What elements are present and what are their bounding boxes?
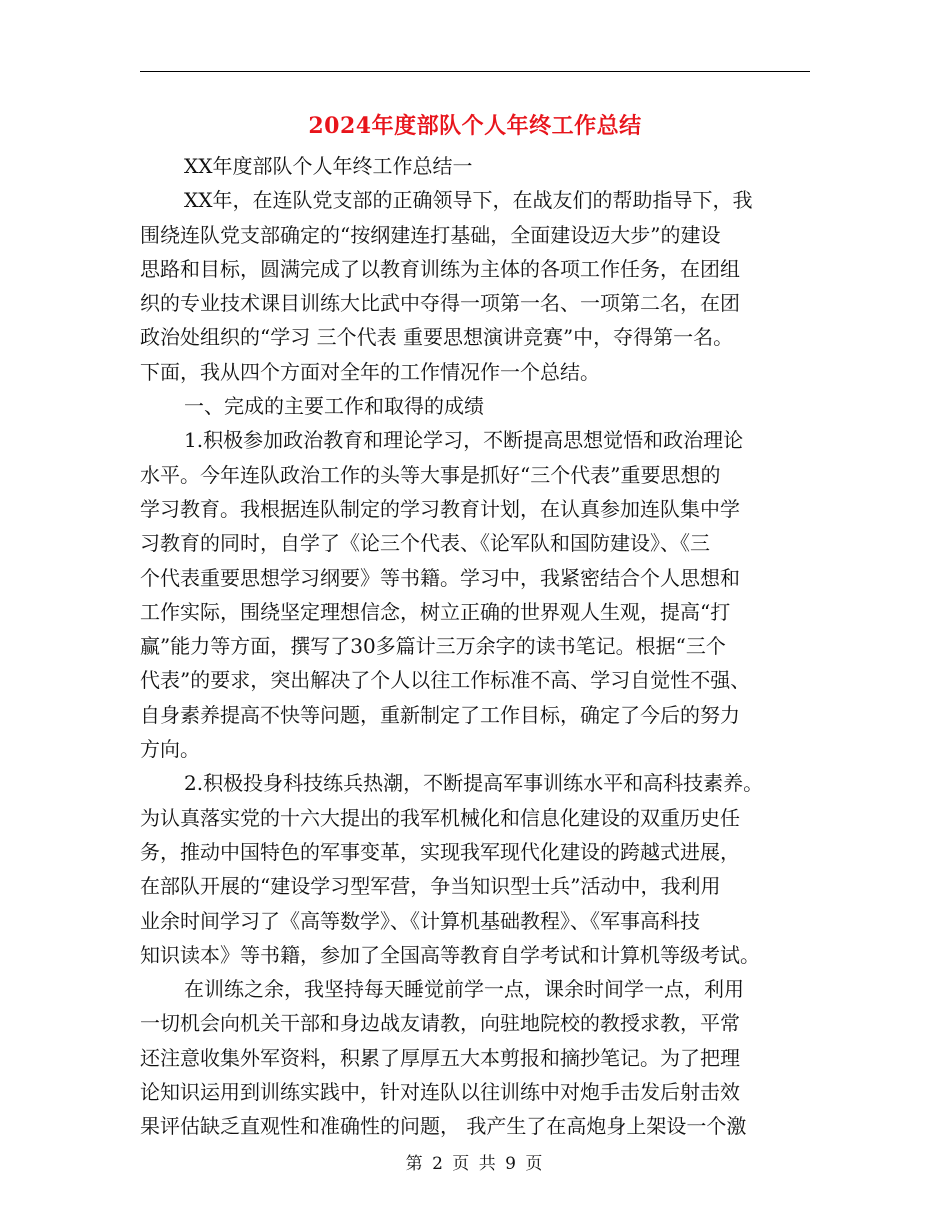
body-line: 下面，我从四个方面对全年的工作情况作一个总结。 <box>140 359 600 384</box>
body-line: 方向。 <box>140 737 200 762</box>
body-line: 为认真落实党的十六大提出的我军机械化和信息化建设的双重历史任 <box>140 805 740 830</box>
body-line: 政治处组织的“学习 三个代表 重要思想演讲竞赛”中，夺得第一名。 <box>140 325 734 350</box>
body-line: XX年，在连队党支部的正确领导下，在战友们的帮助指导下，我 <box>184 188 753 213</box>
body-line: 学习教育。我根据连队制定的学习教育计划，在认真参加连队集中学 <box>140 496 740 521</box>
body-line: 围绕连队党支部确定的“按纲建连打基础，全面建设迈大步”的建设 <box>140 222 721 247</box>
body-line: 个代表重要思想学习纲要》等书籍。学习中，我紧密结合个人思想和 <box>140 565 740 590</box>
body-line: 一切机会向机关干部和身边战友请教，向驻地院校的教授求教，平常 <box>140 1011 740 1036</box>
body-line: 务，推动中国特色的军事变革，实现我军现代化建设的跨越式进展， <box>140 839 740 864</box>
body-line: 自身素养提高不快等问题，重新制定了工作目标，确定了今后的努力 <box>140 702 740 727</box>
document-title: 2024年度部队个人年终工作总结 <box>308 113 642 139</box>
body-line: 赢”能力等方面，撰写了30多篇计三万余字的读书笔记。根据“三个 <box>140 634 726 659</box>
body-line: 业余时间学习了《高等数学》、《计算机基础教程》、《军事高科技 <box>140 908 700 933</box>
body-line: 在训练之余，我坚持每天睡觉前学一点，课余时间学一点，利用 <box>184 977 744 1002</box>
body-line: 思路和目标，圆满完成了以教育训练为主体的各项工作任务，在团组 <box>140 256 740 281</box>
body-line: 知识读本》等书籍，参加了全国高等教育自学考试和计算机等级考试。 <box>140 942 760 967</box>
body-line: 工作实际，围绕坚定理想信念，树立正确的世界观人生观，提高“打 <box>140 599 731 624</box>
body-line: 织的专业技术课目训练大比武中夺得一项第一名、一项第二名，在团 <box>140 291 740 316</box>
body-line: 论知识运用到训练实践中，针对连队以往训练中对炮手击发后射击效 <box>140 1080 740 1105</box>
body-line: 代表”的要求，突出解决了个人以往工作标准不高、学习自觉性不强、 <box>140 668 751 693</box>
body-line: 1.积极参加政治教育和理论学习，不断提高思想觉悟和政治理论 <box>184 428 744 453</box>
body-line: 习教育的同时，自学了《论三个代表、《论军队和国防建设》、《三 <box>140 531 710 556</box>
body-line: 一、完成的主要工作和取得的成绩 <box>184 394 484 419</box>
body-line: 还注意收集外军资料，积累了厚厚五大本剪报和摘抄笔记。为了把理 <box>140 1045 740 1070</box>
body-line: 水平。今年连队政治工作的头等大事是抓好“三个代表”重要思想的 <box>140 462 721 487</box>
document-body <box>140 149 810 1144</box>
body-line: 在部队开展的“建设学习型军营，争当知识型士兵”活动中，我利用 <box>140 874 721 899</box>
body-line: XX年度部队个人年终工作总结一 <box>184 154 473 178</box>
body-line: 2.积极投身科技练兵热潮，不断提高军事训练水平和高科技素养。 <box>184 771 764 796</box>
body-line: 果评估缺乏直观性和准确性的问题， 我产生了在高炮身上架设一个激 <box>140 1114 747 1139</box>
page-footer: 第 2 页 共 9 页 <box>405 1154 545 1174</box>
header-rule <box>140 71 810 72</box>
